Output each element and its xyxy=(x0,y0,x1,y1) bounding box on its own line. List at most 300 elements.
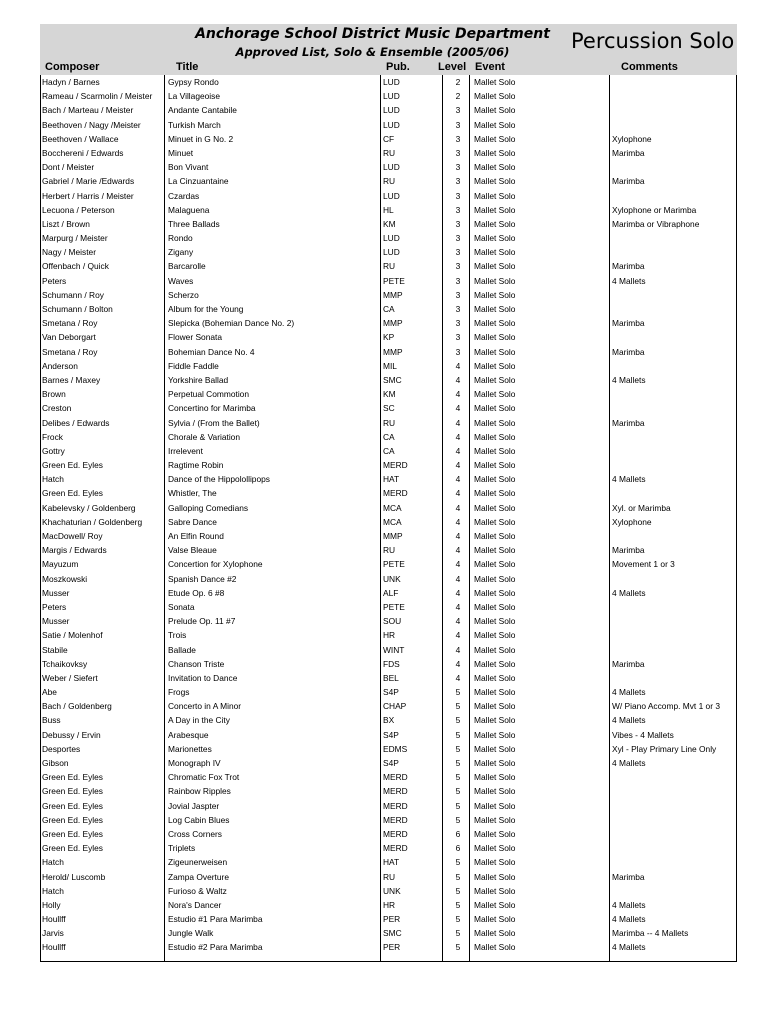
publisher-cell: WINT xyxy=(383,644,405,655)
title-cell: Jovial Jaspter xyxy=(168,800,220,811)
comments-cell: Vibes - 4 Mallets xyxy=(612,729,674,740)
event-cell: Mallet Solo xyxy=(474,289,516,300)
title-cell: Scherzo xyxy=(168,289,199,300)
table-row xyxy=(40,132,737,146)
event-cell: Mallet Solo xyxy=(474,800,516,811)
composer-cell: Kabelevsky / Goldenberg xyxy=(42,502,136,513)
comments-cell: Marimba xyxy=(612,318,645,329)
comments-cell: 4 Mallets xyxy=(612,687,646,698)
title-cell: Gypsy Rondo xyxy=(168,77,219,87)
publisher-cell: LUD xyxy=(383,233,400,244)
table-row xyxy=(40,501,737,515)
comments-cell: 4 Mallets xyxy=(612,374,646,385)
event-cell: Mallet Solo xyxy=(474,502,516,513)
table-row xyxy=(40,146,737,160)
title-cell: Galloping Comedians xyxy=(168,502,249,513)
table-row xyxy=(40,401,737,415)
title-cell: Sabre Dance xyxy=(168,516,217,527)
level-cell: 3 xyxy=(455,176,461,187)
publisher-cell: PETE xyxy=(383,559,405,570)
composer-cell: Green Ed. Eyles xyxy=(42,488,103,499)
title-cell: Andante Cantabile xyxy=(168,105,237,116)
table-row xyxy=(40,458,737,472)
level-cell: 4 xyxy=(455,389,461,400)
table-row xyxy=(40,657,737,671)
table-row xyxy=(40,784,737,798)
event-cell: Mallet Solo xyxy=(474,772,516,783)
title-cell: Czardas xyxy=(168,190,200,201)
table-row xyxy=(40,770,737,784)
comments-cell: Movement 1 or 3 xyxy=(612,559,675,570)
composer-cell: Brown xyxy=(42,389,66,400)
table-row xyxy=(40,685,737,699)
level-cell: 5 xyxy=(455,885,461,896)
publisher-cell: UNK xyxy=(383,885,401,896)
table-row xyxy=(40,713,737,727)
composer-cell: Liszt / Brown xyxy=(42,218,90,229)
title-cell: Bohemian Dance No. 4 xyxy=(168,346,255,357)
table-row xyxy=(40,288,737,302)
event-cell: Mallet Solo xyxy=(474,616,516,627)
composer-cell: Stabile xyxy=(42,644,68,655)
event-cell: Mallet Solo xyxy=(474,204,516,215)
event-cell: Mallet Solo xyxy=(474,743,516,754)
composer-cell: Hatch xyxy=(42,474,64,485)
composer-cell: Tchaikovksy xyxy=(42,658,88,669)
comments-cell: 4 Mallets xyxy=(612,587,646,598)
level-cell: 4 xyxy=(455,672,461,683)
composer-cell: Green Ed. Eyles xyxy=(42,828,103,839)
level-cell: 5 xyxy=(455,814,461,825)
event-cell: Mallet Solo xyxy=(474,190,516,201)
level-cell: 4 xyxy=(455,601,461,612)
composer-cell: Debussy / Ervin xyxy=(42,729,101,740)
level-cell: 3 xyxy=(455,304,461,314)
title-cell: Sonata xyxy=(168,601,195,612)
level-cell: 4 xyxy=(455,516,461,527)
table-row xyxy=(40,231,737,245)
composer-cell: Gibson xyxy=(42,758,69,768)
table-row xyxy=(40,472,737,486)
event-cell: Mallet Solo xyxy=(474,91,516,102)
event-cell: Mallet Solo xyxy=(474,460,516,471)
title-cell: Nora's Dancer xyxy=(168,899,222,910)
table-row xyxy=(40,160,737,174)
event-cell: Mallet Solo xyxy=(474,374,516,385)
title-cell: Three Ballads xyxy=(168,218,220,229)
title-cell: Album for the Young xyxy=(168,304,244,314)
title-cell: Fiddle Faddle xyxy=(168,360,219,371)
composer-cell: Herbert / Harris / Meister xyxy=(42,190,134,201)
table-row xyxy=(40,614,737,628)
comments-cell: Marimba xyxy=(612,346,645,357)
level-cell: 4 xyxy=(455,644,461,655)
title-cell: Trois xyxy=(168,630,187,641)
composer-cell: Hatch xyxy=(42,857,64,868)
table-row xyxy=(40,600,737,614)
event-cell: Mallet Solo xyxy=(474,247,516,258)
column-header-title: Title xyxy=(176,61,199,73)
composer-cell: Herold/ Luscomb xyxy=(42,871,106,882)
level-cell: 4 xyxy=(455,374,461,385)
publisher-cell: MCA xyxy=(383,516,402,527)
composer-cell: Houllff xyxy=(42,914,66,925)
event-cell: Mallet Solo xyxy=(474,133,516,144)
composer-cell: Bach / Goldenberg xyxy=(42,701,112,712)
department-title: Anchorage School District Music Department xyxy=(195,26,550,42)
table-row xyxy=(40,75,737,89)
event-cell: Mallet Solo xyxy=(474,814,516,825)
publisher-cell: CHAP xyxy=(383,701,407,712)
composer-cell: Peters xyxy=(42,601,67,612)
column-header-level: Level xyxy=(438,61,467,73)
level-cell: 3 xyxy=(455,247,461,258)
comments-cell: 4 Mallets xyxy=(612,715,646,726)
list-subtitle: Approved List, Solo & Ensemble (2005/06) xyxy=(235,45,510,59)
level-cell: 4 xyxy=(455,545,461,556)
comments-cell: Marimba xyxy=(612,176,645,187)
event-cell: Mallet Solo xyxy=(474,403,516,414)
comments-cell: Xylophone xyxy=(612,133,652,144)
publisher-cell: S4P xyxy=(383,729,399,740)
comments-cell: W/ Piano Accomp. Mvt 1 or 3 xyxy=(612,701,720,712)
event-cell: Mallet Solo xyxy=(474,261,516,272)
table-row xyxy=(40,274,737,288)
composer-cell: Khachaturian / Goldenberg xyxy=(42,516,143,527)
composer-cell: Hadyn / Barnes xyxy=(42,77,100,87)
publisher-cell: PETE xyxy=(383,275,405,286)
event-cell: Mallet Solo xyxy=(474,162,516,173)
composer-cell: Schumann / Bolton xyxy=(42,304,113,314)
title-cell: Irrelevent xyxy=(168,445,203,456)
table-row xyxy=(40,359,737,373)
table-row xyxy=(40,813,737,827)
event-cell: Mallet Solo xyxy=(474,857,516,868)
publisher-cell: KP xyxy=(383,332,395,343)
comments-cell: Marimba xyxy=(612,871,645,882)
level-cell: 3 xyxy=(455,261,461,272)
level-cell: 6 xyxy=(455,828,461,839)
level-cell: 5 xyxy=(455,758,461,768)
composer-cell: Mayuzum xyxy=(42,559,79,570)
table-row xyxy=(40,841,737,855)
table-row xyxy=(40,217,737,231)
event-cell: Mallet Solo xyxy=(474,644,516,655)
title-cell: Chanson Triste xyxy=(168,658,225,669)
composer-cell: Weber / Siefert xyxy=(42,672,98,683)
title-cell: Whistler, The xyxy=(168,488,217,499)
event-cell: Mallet Solo xyxy=(474,687,516,698)
composer-cell: MacDowell/ Roy xyxy=(42,531,103,541)
publisher-cell: MIL xyxy=(383,360,397,371)
table-row xyxy=(40,345,737,359)
table-row xyxy=(40,302,737,316)
event-cell: Mallet Solo xyxy=(474,147,516,158)
title-cell: Ballade xyxy=(168,644,196,655)
comments-cell: Marimba -- 4 Mallets xyxy=(612,928,689,939)
title-cell: Ragtime Robin xyxy=(168,460,224,471)
event-cell: Mallet Solo xyxy=(474,318,516,329)
composer-cell: Bach / Marteau / Meister xyxy=(42,105,134,116)
composer-cell: Green Ed. Eyles xyxy=(42,800,103,811)
comments-cell: Xyl. or Marimba xyxy=(612,502,671,513)
level-cell: 5 xyxy=(455,928,461,939)
level-cell: 5 xyxy=(455,857,461,868)
level-cell: 3 xyxy=(455,133,461,144)
comments-cell: 4 Mallets xyxy=(612,914,646,925)
event-cell: Mallet Solo xyxy=(474,630,516,641)
publisher-cell: HAT xyxy=(383,857,400,868)
publisher-cell: MMP xyxy=(383,289,403,300)
table-row xyxy=(40,557,737,571)
title-cell: Zigeunerweisen xyxy=(168,857,228,868)
table-row xyxy=(40,89,737,103)
publisher-cell: MCA xyxy=(383,502,402,513)
table-row xyxy=(40,330,737,344)
event-cell: Mallet Solo xyxy=(474,573,516,584)
table-row xyxy=(40,387,737,401)
event-cell: Mallet Solo xyxy=(474,304,516,314)
column-header-composer: Composer xyxy=(45,61,100,73)
publisher-cell: FDS xyxy=(383,658,400,669)
publisher-cell: LUD xyxy=(383,247,400,258)
composer-cell: Green Ed. Eyles xyxy=(42,460,103,471)
publisher-cell: MMP xyxy=(383,531,403,541)
comments-cell: 4 Mallets xyxy=(612,474,646,485)
composer-cell: Holly xyxy=(42,899,61,910)
comments-cell: Marimba xyxy=(612,545,645,556)
publisher-cell: MMP xyxy=(383,318,403,329)
table-row xyxy=(40,940,737,954)
event-cell: Mallet Solo xyxy=(474,601,516,612)
level-cell: 5 xyxy=(455,899,461,910)
title-cell: Prelude Op. 11 #7 xyxy=(168,616,236,627)
publisher-cell: EDMS xyxy=(383,743,408,754)
level-cell: 3 xyxy=(455,105,461,116)
level-cell: 3 xyxy=(455,204,461,215)
table-row xyxy=(40,628,737,642)
title-cell: Monograph IV xyxy=(168,758,221,768)
event-cell: Mallet Solo xyxy=(474,332,516,343)
table-row xyxy=(40,855,737,869)
composer-cell: Bocchereni / Edwards xyxy=(42,147,124,158)
title-cell: Yorkshire Ballad xyxy=(168,374,229,385)
event-cell: Mallet Solo xyxy=(474,77,516,87)
table-row xyxy=(40,529,737,543)
level-cell: 5 xyxy=(455,743,461,754)
composer-cell: Satie / Molenhof xyxy=(42,630,103,641)
event-cell: Mallet Solo xyxy=(474,218,516,229)
table-row xyxy=(40,728,737,742)
level-cell: 4 xyxy=(455,559,461,570)
publisher-cell: SC xyxy=(383,403,395,414)
composer-cell: Houllff xyxy=(42,942,66,953)
event-cell: Mallet Solo xyxy=(474,516,516,527)
composer-cell: Moszkowski xyxy=(42,573,88,584)
composer-cell: Barnes / Maxey xyxy=(42,374,101,385)
comments-cell: Marimba xyxy=(612,417,645,428)
event-cell: Mallet Solo xyxy=(474,545,516,556)
table-row xyxy=(40,643,737,657)
table-row xyxy=(40,189,737,203)
page-header xyxy=(40,24,737,75)
publisher-cell: LUD xyxy=(383,190,400,201)
level-cell: 3 xyxy=(455,289,461,300)
table-row xyxy=(40,926,737,940)
title-cell: Furioso & Waltz xyxy=(168,885,227,896)
event-cell: Mallet Solo xyxy=(474,914,516,925)
title-cell: Rainbow Ripples xyxy=(168,786,231,797)
title-cell: Marionettes xyxy=(168,743,212,754)
publisher-cell: MMP xyxy=(383,346,403,357)
level-cell: 3 xyxy=(455,147,461,158)
event-cell: Mallet Solo xyxy=(474,758,516,768)
title-cell: Frogs xyxy=(168,687,190,698)
table-row xyxy=(40,259,737,273)
level-cell: 3 xyxy=(455,275,461,286)
publisher-cell: SOU xyxy=(383,616,402,627)
title-cell: Arabesque xyxy=(168,729,209,740)
category-title: Percussion Solo xyxy=(571,29,735,53)
composer-cell: Margis / Edwards xyxy=(42,545,107,556)
event-cell: Mallet Solo xyxy=(474,928,516,939)
title-cell: A Day in the City xyxy=(168,715,230,726)
level-cell: 4 xyxy=(455,502,461,513)
publisher-cell: RU xyxy=(383,176,396,187)
table-row xyxy=(40,316,737,330)
level-cell: 3 xyxy=(455,318,461,329)
composer-cell: Desportes xyxy=(42,743,81,754)
event-cell: Mallet Solo xyxy=(474,233,516,244)
composer-cell: Delibes / Edwards xyxy=(42,417,110,428)
title-cell: Minuet in G No. 2 xyxy=(168,133,234,144)
level-cell: 4 xyxy=(455,573,461,584)
table-row xyxy=(40,671,737,685)
publisher-cell: HR xyxy=(383,899,396,910)
publisher-cell: UNK xyxy=(383,573,401,584)
publisher-cell: PER xyxy=(383,942,401,953)
publisher-cell: RU xyxy=(383,417,396,428)
title-cell: Zigany xyxy=(168,247,194,258)
title-cell: Log Cabin Blues xyxy=(168,814,230,825)
publisher-cell: S4P xyxy=(383,687,399,698)
level-cell: 5 xyxy=(455,914,461,925)
level-cell: 5 xyxy=(455,871,461,882)
level-cell: 4 xyxy=(455,431,461,442)
composer-cell: Rameau / Scarmolin / Meister xyxy=(42,91,153,102)
level-cell: 3 xyxy=(455,190,461,201)
publisher-cell: CA xyxy=(383,304,395,314)
title-cell: Chorale & Variation xyxy=(168,431,241,442)
composer-cell: Green Ed. Eyles xyxy=(42,786,103,797)
publisher-cell: LUD xyxy=(383,105,400,116)
publisher-cell: RU xyxy=(383,261,396,272)
title-cell: Invitation to Dance xyxy=(168,672,238,683)
title-cell: Perpetual Commotion xyxy=(168,389,249,400)
event-cell: Mallet Solo xyxy=(474,658,516,669)
publisher-cell: KM xyxy=(383,218,396,229)
title-cell: Barcarolle xyxy=(168,261,206,272)
level-cell: 3 xyxy=(455,218,461,229)
publisher-cell: MERD xyxy=(383,800,408,811)
event-cell: Mallet Solo xyxy=(474,119,516,130)
title-cell: Slepicka (Bohemian Dance No. 2) xyxy=(168,318,295,329)
publisher-cell: SMC xyxy=(383,374,402,385)
title-cell: Spanish Dance #2 xyxy=(168,573,237,584)
event-cell: Mallet Solo xyxy=(474,871,516,882)
event-cell: Mallet Solo xyxy=(474,389,516,400)
level-cell: 4 xyxy=(455,445,461,456)
event-cell: Mallet Solo xyxy=(474,474,516,485)
table-row xyxy=(40,799,737,813)
level-cell: 4 xyxy=(455,474,461,485)
event-cell: Mallet Solo xyxy=(474,587,516,598)
event-cell: Mallet Solo xyxy=(474,360,516,371)
event-cell: Mallet Solo xyxy=(474,899,516,910)
level-cell: 2 xyxy=(455,91,461,102)
level-cell: 4 xyxy=(455,531,461,541)
title-cell: Estudio #1 Para Marimba xyxy=(168,914,263,925)
table-row xyxy=(40,912,737,926)
comments-cell: Xylophone or Marimba xyxy=(612,204,697,215)
table-row xyxy=(40,543,737,557)
column-header-comments: Comments xyxy=(621,61,678,73)
comments-cell: 4 Mallets xyxy=(612,758,646,768)
table-row xyxy=(40,827,737,841)
table-row xyxy=(40,884,737,898)
composer-cell: Beethoven / Nagy /Meister xyxy=(42,119,141,130)
title-cell: Concertino for Marimba xyxy=(168,403,256,414)
level-cell: 3 xyxy=(455,233,461,244)
title-cell: Zampa Overture xyxy=(168,871,229,882)
comments-cell: Marimba or Vibraphone xyxy=(612,218,700,229)
level-cell: 4 xyxy=(455,488,461,499)
event-cell: Mallet Solo xyxy=(474,715,516,726)
event-cell: Mallet Solo xyxy=(474,176,516,187)
composer-cell: Gabriel / Marie /Edwards xyxy=(42,176,135,187)
composer-cell: Jarvis xyxy=(42,928,64,939)
event-cell: Mallet Solo xyxy=(474,786,516,797)
composer-cell: Frock xyxy=(42,431,63,442)
publisher-cell: CF xyxy=(383,133,395,144)
column-header-pub: Pub. xyxy=(386,61,410,73)
level-cell: 5 xyxy=(455,942,461,953)
title-cell: An Elfin Round xyxy=(168,531,224,541)
event-cell: Mallet Solo xyxy=(474,885,516,896)
table-row xyxy=(40,586,737,600)
composer-cell: Green Ed. Eyles xyxy=(42,772,103,783)
level-cell: 3 xyxy=(455,346,461,357)
event-cell: Mallet Solo xyxy=(474,701,516,712)
title-cell: Concerto in A Minor xyxy=(168,701,242,712)
composer-cell: Beethoven / Wallace xyxy=(42,133,119,144)
title-cell: Turkish March xyxy=(168,119,221,130)
composer-cell: Nagy / Meister xyxy=(42,247,96,258)
publisher-cell: MERD xyxy=(383,843,408,854)
composer-cell: Green Ed. Eyles xyxy=(42,843,103,854)
level-cell: 4 xyxy=(455,460,461,471)
table-row xyxy=(40,515,737,529)
title-cell: Estudio #2 Para Marimba xyxy=(168,942,263,953)
publisher-cell: BX xyxy=(383,715,395,726)
event-cell: Mallet Solo xyxy=(474,843,516,854)
table-row xyxy=(40,174,737,188)
title-cell: Jungle Walk xyxy=(168,928,214,939)
event-cell: Mallet Solo xyxy=(474,445,516,456)
table-row xyxy=(40,416,737,430)
level-cell: 2 xyxy=(455,77,461,87)
publisher-cell: RU xyxy=(383,545,396,556)
